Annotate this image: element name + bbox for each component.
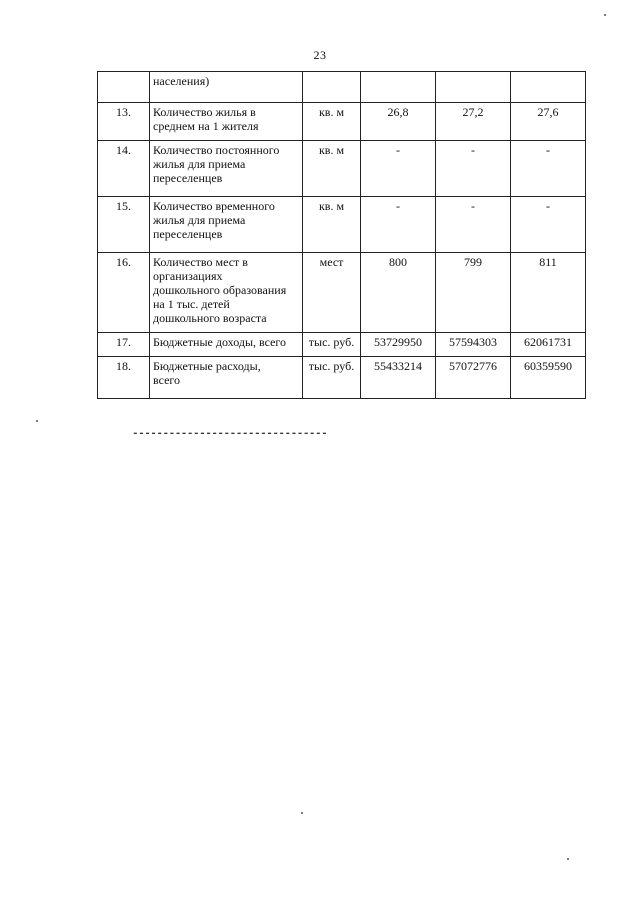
- row-number: 13.: [98, 103, 150, 141]
- row-number: 16.: [98, 253, 150, 333]
- value-cell-2: 57072776: [436, 357, 511, 399]
- unit-cell: кв. м: [303, 197, 361, 253]
- indicator-name: [150, 357, 303, 399]
- indicator-name-line: Количество жилья в: [153, 105, 256, 119]
- value-cell-2: 57594303: [436, 333, 511, 357]
- indicator-name-line: дошкольного возраста: [153, 311, 267, 325]
- value-cell-2: -: [436, 197, 511, 253]
- indicators-table: [97, 71, 586, 399]
- indicator-name-line: жилья для приема: [153, 213, 246, 227]
- indicator-name-line: населения): [153, 74, 210, 88]
- indicator-name: [150, 141, 303, 197]
- table-row: [98, 141, 586, 197]
- row-number: 17.: [98, 333, 150, 357]
- indicator-name-line: среднем на 1 жителя: [153, 119, 259, 133]
- unit-cell: тыс. руб.: [303, 357, 361, 399]
- value-cell-3: 811: [511, 253, 586, 333]
- value-cell-1: 26,8: [361, 103, 436, 141]
- table-row: [98, 357, 586, 399]
- unit-cell: [303, 72, 361, 103]
- indicator-name-line: на 1 тыс. детей: [153, 297, 230, 311]
- table-body: [98, 72, 586, 399]
- indicator-name-line: Бюджетные доходы, всего: [153, 335, 287, 349]
- indicator-name: [150, 197, 303, 253]
- value-cell-3: [511, 72, 586, 103]
- value-cell-1: 55433214: [361, 357, 436, 399]
- indicator-name-line: Количество постоянного: [153, 143, 280, 157]
- value-cell-3: -: [511, 197, 586, 253]
- indicator-name-line: Количество мест в: [153, 255, 248, 269]
- scan-speck: [567, 858, 569, 860]
- table-row: [98, 103, 586, 141]
- unit-cell: кв. м: [303, 103, 361, 141]
- row-number: 18.: [98, 357, 150, 399]
- unit-cell: тыс. руб.: [303, 333, 361, 357]
- page-number: 23: [313, 48, 327, 62]
- scan-speck: [301, 812, 303, 814]
- row-number: 14.: [98, 141, 150, 197]
- table-row: [98, 197, 586, 253]
- indicator-name: [150, 333, 303, 357]
- indicator-name-line: Количество временного: [153, 199, 275, 213]
- value-cell-1: 53729950: [361, 333, 436, 357]
- value-cell-2: 799: [436, 253, 511, 333]
- indicator-name-line: дошкольного образования: [153, 283, 287, 297]
- unit-cell: кв. м: [303, 141, 361, 197]
- value-cell-3: 27,6: [511, 103, 586, 141]
- indicator-name: [150, 253, 303, 333]
- end-of-document-line: --------------------------------: [132, 428, 328, 440]
- value-cell-2: -: [436, 141, 511, 197]
- value-cell-3: 62061731: [511, 333, 586, 357]
- indicator-name-line: переселенцев: [153, 171, 223, 185]
- table-row: [98, 253, 586, 333]
- unit-cell: мест: [303, 253, 361, 333]
- value-cell-3: 60359590: [511, 357, 586, 399]
- row-number: [98, 72, 150, 103]
- indicator-name-line: переселенцев: [153, 227, 223, 241]
- indicator-name-line: жилья для приема: [153, 157, 246, 171]
- indicator-name: [150, 103, 303, 141]
- scan-speck: [36, 420, 38, 422]
- table-row: [98, 72, 586, 103]
- value-cell-1: [361, 72, 436, 103]
- value-cell-2: 27,2: [436, 103, 511, 141]
- table-row: [98, 333, 586, 357]
- row-number: 15.: [98, 197, 150, 253]
- indicator-name: [150, 72, 303, 103]
- value-cell-1: 800: [361, 253, 436, 333]
- value-cell-1: -: [361, 197, 436, 253]
- value-cell-3: -: [511, 141, 586, 197]
- indicator-name-line: организациях: [153, 269, 223, 283]
- scan-speck: [604, 14, 606, 16]
- indicator-name-line: всего: [153, 373, 181, 387]
- value-cell-1: -: [361, 141, 436, 197]
- value-cell-2: [436, 72, 511, 103]
- indicator-name-line: Бюджетные расходы,: [153, 359, 261, 373]
